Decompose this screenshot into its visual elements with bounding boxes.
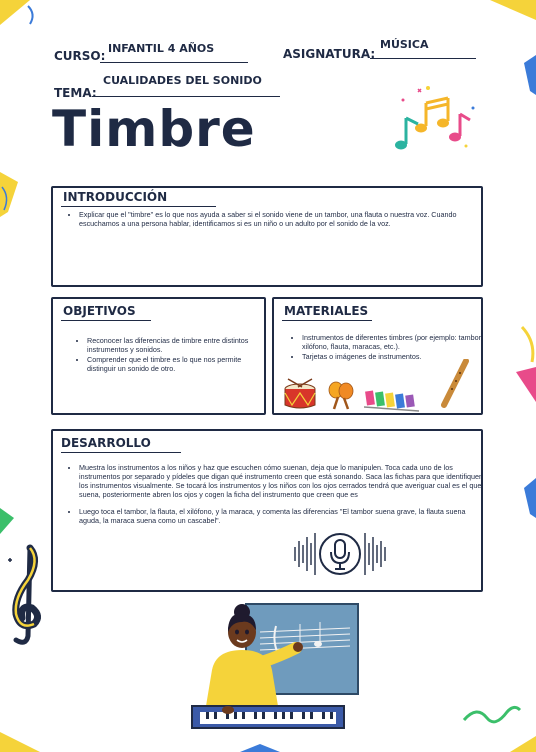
materiales-title: MATERIALES [284, 304, 369, 318]
list-item: • Explicar que el "timbre" es lo que nos ayuda a saber si el sonido viene de un tambor, una flauta o nuestra voz. Cuando escuchamos a una persona hablar, identificamos si es un niño o un adulto por el sonido de la voz. [79, 210, 484, 228]
objetivos-title-line [61, 320, 151, 321]
objetivos-box [51, 297, 266, 415]
decor-bottom-green [462, 700, 522, 730]
decor-left-yellow [0, 162, 22, 222]
asignatura-value: MÚSICA [380, 38, 429, 51]
tema-value: CUALIDADES DEL SONIDO [103, 74, 262, 87]
decor-right-blue-2 [518, 478, 536, 518]
curso-underline [100, 62, 248, 63]
flute-icon [438, 359, 470, 409]
decor-right-blue [520, 55, 536, 95]
introduccion-list [65, 210, 484, 229]
decor-bottom-right [500, 732, 536, 752]
decor-top-right [470, 0, 536, 30]
tema-underline [92, 96, 280, 97]
curso-value: INFANTIL 4 AÑOS [108, 42, 215, 55]
list-item: • Instrumentos de diferentes timbres (por ejemplo: tambor, xilófono, flauta, maracas, etc.). [302, 333, 487, 351]
desarrollo-title-line [61, 452, 181, 453]
list-item: • Tarjetas o imágenes de instrumentos. [302, 352, 487, 361]
decor-left-green [0, 508, 16, 534]
desarrollo-title: DESARROLLO [61, 436, 151, 450]
objetivos-title: OBJETIVOS [63, 304, 136, 318]
treble-clef-icon [6, 540, 46, 650]
decor-bottom-blue [240, 742, 280, 752]
desarrollo-box [51, 429, 483, 592]
decor-bottom-left [0, 722, 70, 752]
music-notes-icon [388, 78, 483, 158]
introduccion-title: INTRODUCCIÓN [63, 190, 168, 204]
microphone-icon [291, 523, 389, 585]
list-item: • Comprender que el timbre es lo que nos permite distinguir un sonido de otro. [87, 355, 267, 373]
asignatura-underline [370, 58, 476, 59]
tema-label: TEMA: [54, 86, 97, 100]
list-item: • Reconocer las diferencias de timbre entre distintos instrumentos y sonidos. [87, 336, 267, 354]
objetivos-list [73, 336, 267, 374]
asignatura-label: ASIGNATURA: [283, 47, 376, 61]
desarrollo-list [65, 463, 489, 526]
introduccion-title-line [61, 206, 216, 207]
curso-label: CURSO: [54, 49, 106, 63]
decor-right-yellow [512, 322, 536, 402]
materiales-list [288, 333, 487, 362]
page-title: Timbre [52, 100, 256, 158]
list-item: • Luego toca el tambor, la flauta, el xilófono, y la maraca, y comenta las diferencias "El tambor suena grave, la flauta suena aguda, la maraca suena como un cascabel". [79, 507, 489, 525]
decor-top-left [0, 0, 60, 40]
teacher-illustration [190, 602, 360, 738]
materiales-title-line [282, 320, 372, 321]
xylophone-icon [364, 389, 424, 413]
introduccion-box [51, 186, 483, 287]
materiales-box [272, 297, 483, 415]
maracas-icon [326, 381, 356, 411]
drum-icon [282, 377, 318, 411]
list-item: • Muestra los instrumentos a los niños y haz que escuchen cómo suenan, deja que lo manipulen. Toca cada uno de los instrumentos por separado y pídeles que digan qué instrumento creen que está sonando. Saca las fichas para que identifiquen los instrumentos visualmente. Se tocará los instrumentos y los niños con los ojos cerrados tendrá que averiguar cual es el que suena, posteriormente abren los ojos y cogen la ficha del instrumento que creen que es [79, 463, 489, 499]
